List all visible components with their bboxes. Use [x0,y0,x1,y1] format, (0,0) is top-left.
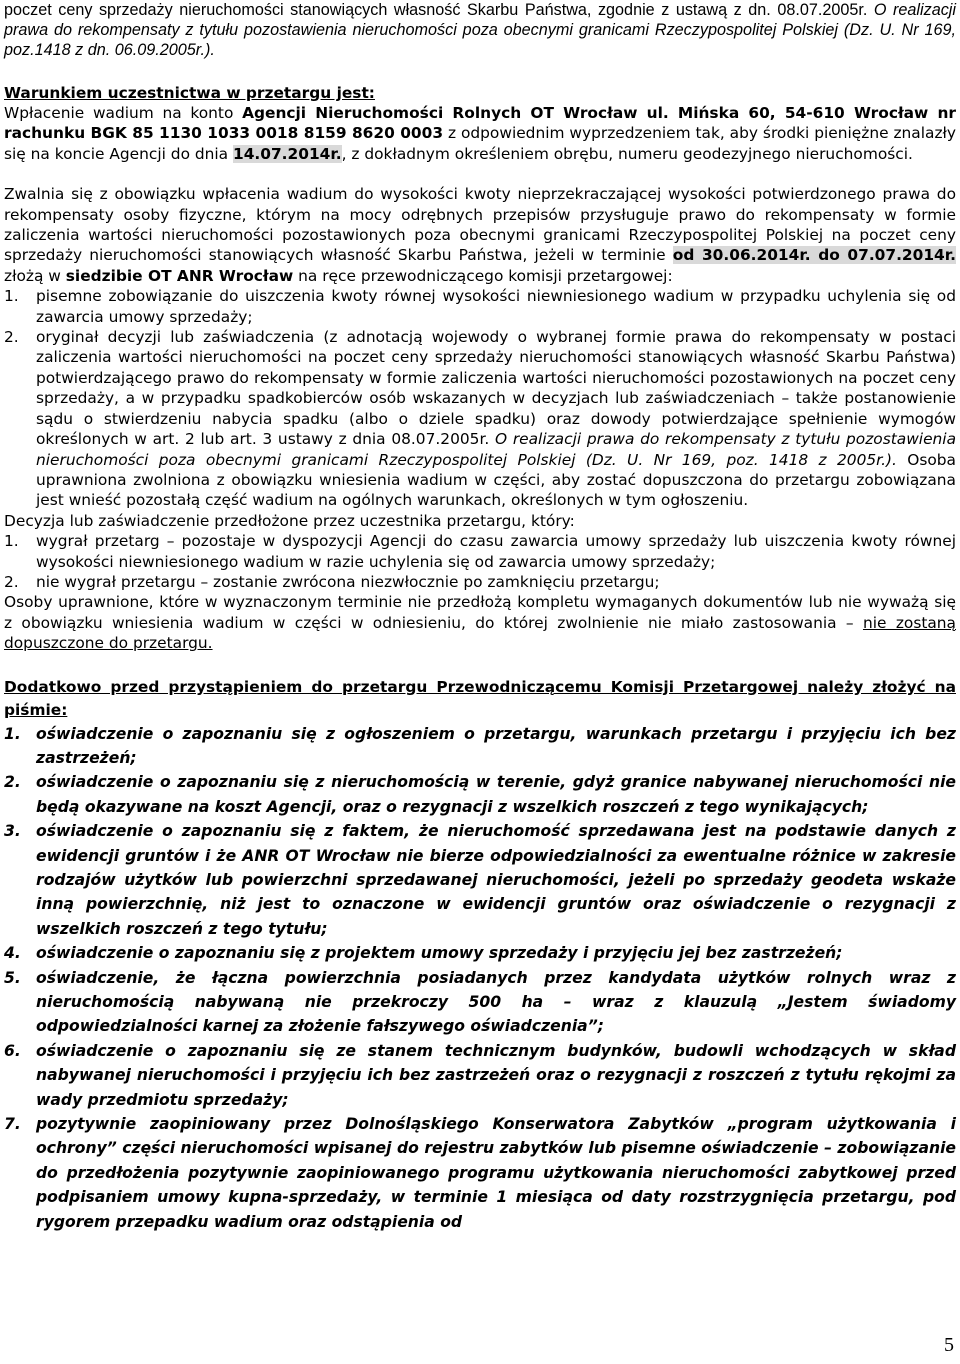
dodatkowo-list [4,722,956,1235]
dodatkowo-heading: Dodatkowo przed przystąpieniem do przetargu Przewodniczącemu Komisji Przetargowej należy złożyć na piśmie: [4,677,956,719]
wadium-paragraph: Wpłacenie wadium na konto Agencji Nieruchomości Rolnych OT Wrocław ul. Mińska 60, 54-610 Wrocław nr rachunku BGK 85 1130 1033 0018 8159 8620 0003 z odpowiednim wyprzedzeniem tak, aby środki pieniężne znalazły się na koncie Agencji do dnia 14.07.2014r., z dokładnym określeniem obrębu, numeru geodezyjnego nieruchomości. [4,104,957,163]
zwalnia-paragraph: Zwalnia się z obowiązku wpłacenia wadium do wysokości kwoty nieprzekraczającej wysokości potwierdzonego prawa do rekompensaty osoby fizyczne, którym na mocy odrębnych przepisów przysługuje prawo do rekompensaty w formie zaliczenia wartości nieruchomości pozostawionych poza obecnymi granicami Rzeczypospolitej Polskiej na poczet ceny sprzedaży nieruchomości stanowiących własność Skarbu Państwa, jeżeli w terminie od 30.06.2014r. do 07.07.2014r. złożą w siedzibie OT ANR Wrocław na ręce przewodniczącego komisji przetargowej: [4,185,957,285]
not-admitted-text: nie zostaną dopuszczone do przetargu. [4,613,956,653]
page-number: 5 [944,1334,954,1356]
list-item: 1. oświadczenie o zapoznaniu się z ogłoszeniem o przetargu, warunkach przetargu i przyjęciu ich bez zastrzeżeń; [4,724,956,767]
intro-paragraph [4,0,956,61]
office-location: siedzibie OT ANR Wrocław [65,266,294,285]
list-item: 6. oświadczenie o zapoznaniu się ze stanem technicznym budynków, budowli wchodzących w skład nabywanej nieruchomości i przyjęciu ich bez zastrzeżeń oraz o rezygnacji z roszczeń z tytułu rękojmi za wady przedmiotu sprzedaży; [4,1041,956,1109]
list-item: 2. oświadczenie o zapoznaniu się z nieruchomością w terenie, gdyż granice nabywanej nieruchomości nie będą okazywane na koszt Agencji, oraz o rezygnacji z wszelkich roszczeń z tego wynikających; [4,773,956,816]
list-item: 4. oświadczenie o zapoznaniu się z projektem umowy sprzedaży i przyjęciu jej bez zastrzeżeń; [4,944,843,963]
bank-account: Agencji Nieruchomości Rolnych OT Wrocław ul. Mińska 60, 54-610 Wrocław nr rachunku BGK 85 1130 1033 0018 8159 8620 0003 [4,104,956,143]
deadline-date: 14.07.2014r. [233,144,342,163]
document-page [4,0,956,1234]
deadline-range: od 30.06.2014r. do 07.07.2014r. [672,246,957,265]
list-item: 1. wygrał przetarg – pozostaje w dyspozycji Agencji do czasu zawarcia umowy sprzedaży lub uiszczenia kwoty równej wysokości niewniesionego wadium w razie uchylenia się od zawarcia umowy sprzedaży; [4,532,956,571]
osoby-paragraph: Osoby uprawnione, które w wyznaczonym terminie nie przedłożą kompletu wymaganych dokumentów lub nie wyważą się z obowiązku wniesienia wadium w części w odniesieniu, do której zwolnienie nie miało zastosowania – nie zostaną dopuszczone do przetargu. [4,593,956,653]
list-item: 2. nie wygrał przetargu – zostanie zwrócona niezwłocznie po zamknięciu przetargu; [4,572,660,591]
list-item: 3. oświadczenie o zapoznaniu się z faktem, że nieruchomość sprzedawana jest na podstawie danych z ewidencji gruntów i że ANR OT Wrocław nie bierze odpowiedzialności za ewentualne różnice w zakresie rodzajów użytków lub powierzchni sprzedawanej nieruchomości, jeżeli po sprzedaży geodeta wskaże inną powierzchnię, niż jest to oznaczone w ewidencji gruntów oraz oświadczenie o rezygnacji z wszelkich roszczeń z tego tytułu; [4,822,956,938]
decyzja-line: Decyzja lub zaświadczenie przedłożone przez uczestnika przetargu, który: [4,511,575,530]
list-item: 5. oświadczenie, że łączna powierzchnia posiadanych przez kandydata użytków rolnych wraz z nieruchomością nabywaną nie przekroczy 500 ha – wraz z klauzulą „Jestem świadomy odpowiedzialności karnej za złożenie fałszywego oświadczenia”; [4,968,956,1036]
intro-text: poczet ceny sprzedaży nieruchomości stanowiących własność Skarbu Państwa, zgodnie z ustawą z dn. 08.07.2005r. [4,1,874,19]
list-item: 2. oryginał decyzji lub zaświadczenia (z adnotacją wojewody o wybranej formie prawa do rekompensaty w postaci zaliczenia wartości nieruchomości na poczet ceny sprzedaży nieruchomości stanowiących własność Skarbu Państwa) potwierdzającego prawo do rekompensaty w formie zaliczenia wartości nieruchomości pozostawionych na poczet ceny sprzedaży, a w przypadku spadkobierców osób wskazanych w decyzjach lub zaświadczeniach – także postanowienie sądu o stwierdzeniu nabycia spadku (albo o dziele spadku) oraz dowody potwierdzające spełnienie wymogów określonych w art. 2 lub art. 3 ustawy z dnia 08.07.2005r. O realizacji prawa do rekompensaty z tytułu pozostawienia nieruchomości poza obecnymi granicami Rzeczypospolitej Polskiej (Dz. U. Nr 169, poz. 1418 z 2005r.). Osoba uprawniona zwolniona z obowiązku wniesienia wadium w części, aby zostać dopuszczona do przetargu zobowiązana jest wnieść pozostałą część wadium na ogólnych warunkach, określonych w tym ogłoszeniu. [4,328,956,510]
list-item: 7. pozytywnie zaopiniowany przez Dolnośląskiego Konserwatora Zabytków „program użytkowania i ochrony” części nieruchomości wpisanej do rejestru zabytków lub pisemne oświadczenie – zobowiązanie do przedłożenia pozytywnie zaopiniowanego programu użytkowania nieruchomości zabytkowej przed podpisaniem umowy kupna-sprzedaży, w terminie 1 miesiąca od daty rozstrzygnięcia przetargu, pod rygorem przepadku wadium oraz odstąpienia od [4,1115,956,1231]
list-item: 1. pisemne zobowiązanie do uiszczenia kwoty równej wysokości niewniesionego wadium w przypadku uchylenia się od zawarcia umowy sprzedaży; [4,287,956,326]
intro-law-title: O realizacji prawa do rekompensaty z tytułu pozostawienia nieruchomości poza obecnymi granicami Rzeczypospolitej Polskiej (Dz. U. Nr 169, poz.1418 z dn. 06.09.2005r.). [4,1,956,60]
wadium-heading: Warunkiem uczestnictwa w przetargu jest: [4,83,375,102]
